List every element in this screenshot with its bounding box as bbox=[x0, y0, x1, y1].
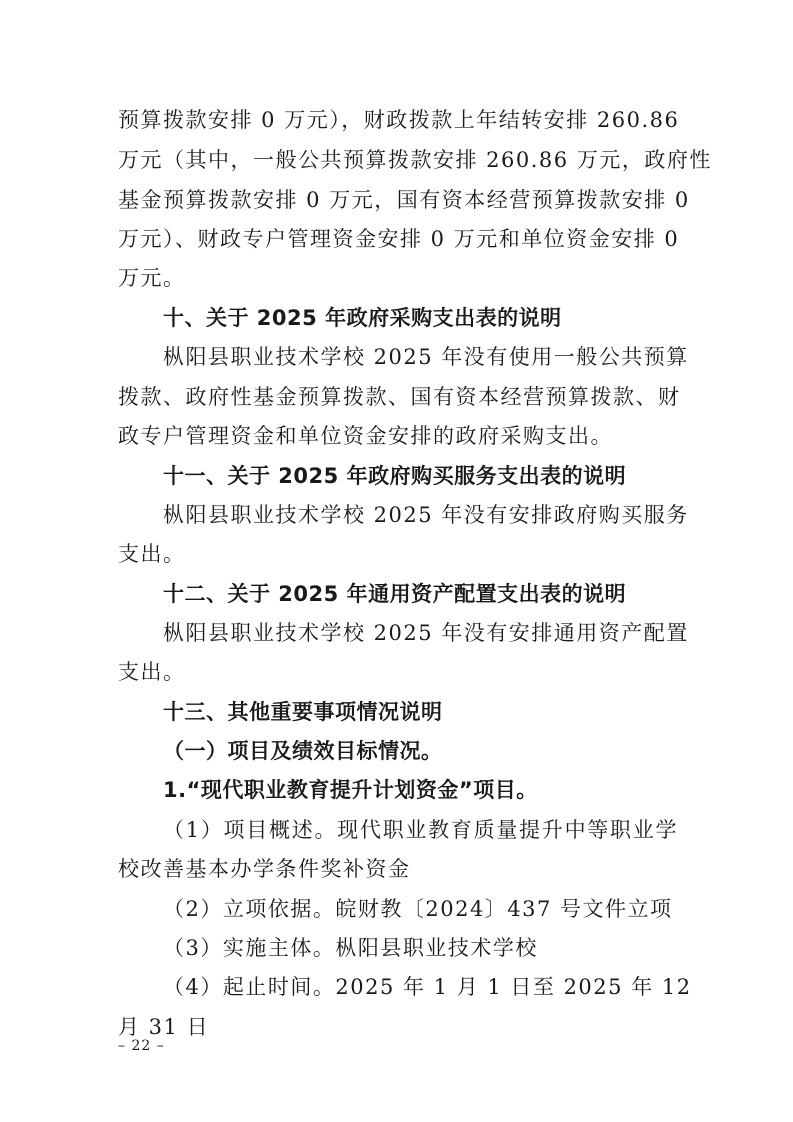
body-text-line: 枞阳县职业技术学校 2025 年没有安排通用资产配置 bbox=[163, 621, 689, 645]
section-heading: 十三、其他重要事项情况说明 bbox=[163, 700, 443, 724]
body-text-line: （2）立项依据。皖财教〔2024〕437 号文件立项 bbox=[163, 897, 673, 921]
body-text-line: 基金预算拨款安排 0 万元，国有资本经营预算拨款安排 0 bbox=[118, 188, 690, 212]
body-text-line: 拨款、政府性基金预算拨款、国有资本经营预算拨款、财 bbox=[118, 385, 681, 409]
body-text-line: 支出。 bbox=[118, 660, 186, 684]
body-text-line: 万元。 bbox=[118, 266, 186, 290]
body-text-line: 支出。 bbox=[118, 542, 186, 566]
body-text-line: 政专户管理资金和单位资金安排的政府采购支出。 bbox=[118, 424, 613, 448]
item-heading: 1.“现代职业教育提升计划资金”项目。 bbox=[163, 778, 538, 802]
section-heading: 十一、关于 2025 年政府购买服务支出表的说明 bbox=[163, 464, 627, 488]
body-text-line: 枞阳县职业技术学校 2025 年没有安排政府购买服务 bbox=[163, 503, 689, 527]
body-text-line: 万元（其中，一般公共预算拨款安排 260.86 万元，政府性 bbox=[118, 148, 712, 172]
subsection-heading: （一）项目及绩效目标情况。 bbox=[163, 739, 443, 763]
body-text-line: 枞阳县职业技术学校 2025 年没有使用一般公共预算 bbox=[163, 345, 689, 369]
body-text-line: （4）起止时间。2025 年 1 月 1 日至 2025 年 12 bbox=[163, 975, 692, 999]
body-text-line: 月 31 日 bbox=[118, 1015, 210, 1039]
body-text-line: 万元）、财政专户管理资金安排 0 万元和单位资金安排 0 bbox=[118, 227, 680, 251]
body-text-line: 预算拨款安排 0 万元），财政拨款上年结转安排 260.86 bbox=[118, 108, 680, 132]
page-number: – 22 – bbox=[118, 1038, 165, 1054]
section-heading: 十、关于 2025 年政府采购支出表的说明 bbox=[163, 306, 562, 330]
body-text-line: （1）项目概述。现代职业教育质量提升中等职业学 bbox=[163, 818, 678, 842]
section-heading: 十二、关于 2025 年通用资产配置支出表的说明 bbox=[163, 582, 627, 606]
body-text-line: 校改善基本办学条件奖补资金 bbox=[118, 857, 411, 881]
body-text-line: （3）实施主体。枞阳县职业技术学校 bbox=[163, 936, 538, 960]
